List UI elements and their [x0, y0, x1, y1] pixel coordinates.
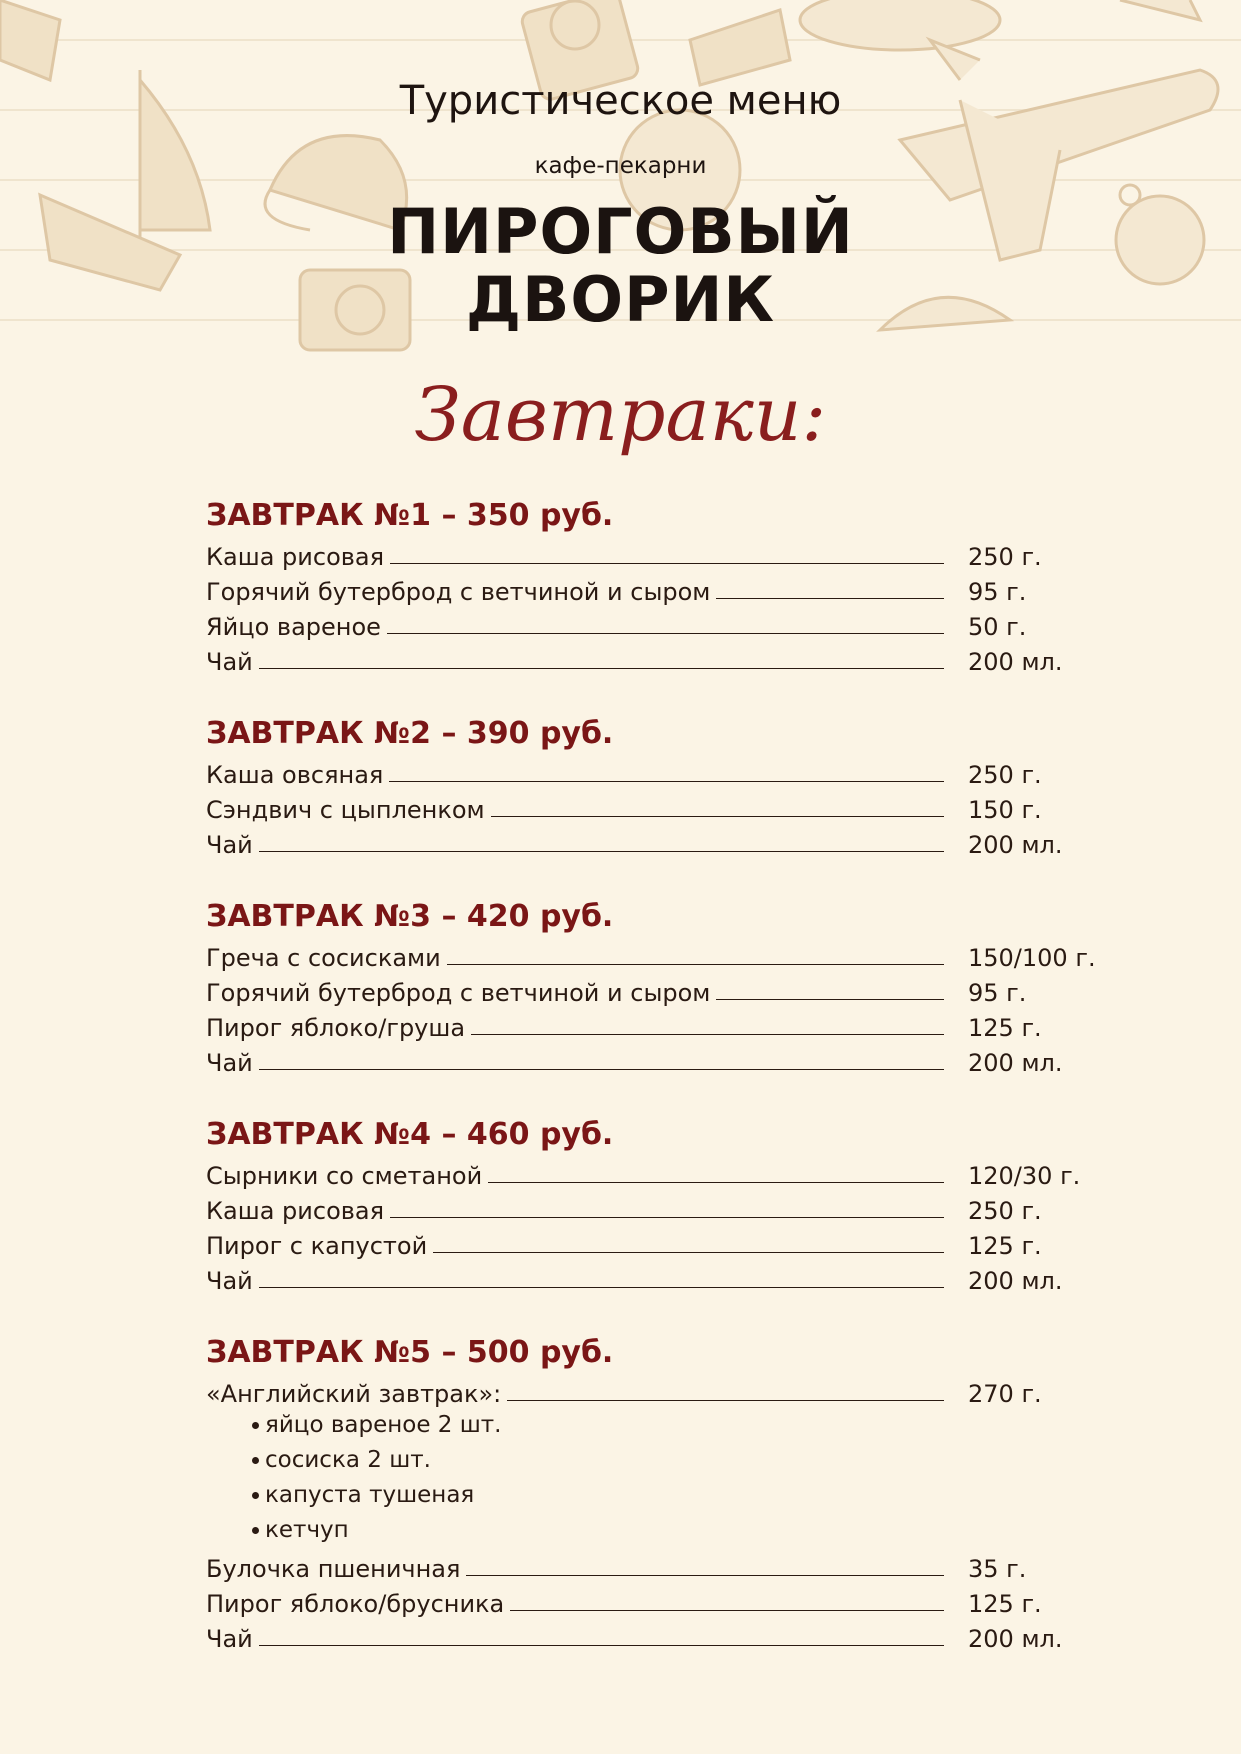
item-name: Сырники со сметаной: [206, 1162, 483, 1190]
breakfast-set: [206, 496, 1106, 676]
menu-item: [206, 824, 1106, 859]
item-name: Чай: [206, 648, 253, 676]
item-quantity: 250 г.: [968, 761, 1042, 789]
menu-item: [206, 606, 1106, 641]
item-quantity: 200 мл.: [968, 831, 1063, 859]
sub-item-label: капуста тушеная: [265, 1482, 475, 1508]
sub-item: [206, 1443, 1106, 1478]
sub-item: [206, 1513, 1106, 1548]
menu-item: [206, 972, 1106, 1007]
menu-title: Туристическое меню: [399, 78, 842, 124]
menu-item: [206, 1583, 1106, 1618]
item-name: Пирог с капустой: [206, 1232, 428, 1260]
bullet-icon: [252, 1492, 259, 1499]
item-quantity: 200 мл.: [968, 1267, 1063, 1295]
dotted-leader: [387, 633, 944, 634]
dotted-leader: [390, 1217, 944, 1218]
dotted-leader: [507, 1400, 944, 1401]
item-name: Каша овсяная: [206, 761, 384, 789]
menu-subtitle: кафе-пекарни: [534, 153, 707, 179]
menu-item: [206, 937, 1106, 972]
menu-item: [206, 1225, 1106, 1260]
menu-item: [206, 1155, 1106, 1190]
item-name: Пирог яблоко/груша: [206, 1014, 466, 1042]
set-title: ЗАВТРАК №5 – 500 руб.: [206, 1335, 614, 1370]
bullet-icon: [252, 1457, 259, 1464]
item-name: Каша рисовая: [206, 543, 385, 571]
dotted-leader: [716, 598, 944, 599]
dotted-leader: [259, 851, 944, 852]
menu-item: [206, 1042, 1106, 1077]
menu-item: [206, 536, 1106, 571]
item-name: «Английский завтрак»:: [206, 1380, 502, 1408]
bullet-icon: [252, 1422, 259, 1429]
breakfast-set: [206, 714, 1106, 859]
dotted-leader: [259, 1069, 944, 1070]
sub-item: [206, 1478, 1106, 1513]
section-title: Завтраки:: [414, 372, 827, 458]
item-quantity: 125 г.: [968, 1014, 1042, 1042]
menu-item: [206, 1190, 1106, 1225]
menu-item: [206, 1007, 1106, 1042]
dotted-leader: [447, 964, 944, 965]
item-name: Чай: [206, 1267, 253, 1295]
sub-item-label: яйцо вареное 2 шт.: [265, 1412, 502, 1438]
item-name: Чай: [206, 1049, 253, 1077]
menu-item: [206, 1373, 1106, 1408]
item-quantity: 150/100 г.: [968, 944, 1096, 972]
menu-item: [206, 1548, 1106, 1583]
item-name: Чай: [206, 1625, 253, 1653]
item-name: Яйцо вареное: [206, 613, 381, 641]
item-name: Горячий бутерброд с ветчиной и сыром: [206, 578, 711, 606]
brand-name: [0, 195, 1241, 336]
item-quantity: 125 г.: [968, 1590, 1042, 1618]
set-title: ЗАВТРАК №3 – 420 руб.: [206, 899, 614, 934]
item-quantity: 270 г.: [968, 1380, 1042, 1408]
dotted-leader: [491, 816, 944, 817]
item-quantity: 95 г.: [968, 979, 1027, 1007]
dotted-leader: [390, 563, 944, 564]
menu-item: [206, 789, 1106, 824]
menu-item: [206, 1260, 1106, 1295]
item-quantity: 200 мл.: [968, 1625, 1063, 1653]
item-quantity: 95 г.: [968, 578, 1027, 606]
item-quantity: 125 г.: [968, 1232, 1042, 1260]
dotted-leader: [471, 1034, 944, 1035]
item-name: Булочка пшеничная: [206, 1555, 461, 1583]
dotted-leader: [259, 1287, 944, 1288]
breakfast-set: [206, 897, 1106, 1077]
menu-item: [206, 1618, 1106, 1653]
menu-item: [206, 571, 1106, 606]
brand-line-2: ДВОРИК: [465, 263, 776, 336]
item-name: Каша рисовая: [206, 1197, 385, 1225]
dotted-leader: [259, 1645, 944, 1646]
dotted-leader: [716, 999, 944, 1000]
item-quantity: 35 г.: [968, 1555, 1027, 1583]
item-quantity: 200 мл.: [968, 648, 1063, 676]
set-title: ЗАВТРАК №1 – 350 руб.: [206, 498, 614, 533]
sub-item: [206, 1408, 1106, 1443]
item-quantity: 250 г.: [968, 543, 1042, 571]
item-name: Пирог яблоко/брусника: [206, 1590, 505, 1618]
breakfast-set: [206, 1333, 1106, 1653]
item-name: Греча с сосисками: [206, 944, 441, 972]
item-name: Горячий бутерброд с ветчиной и сыром: [206, 979, 711, 1007]
item-quantity: 120/30 г.: [968, 1162, 1081, 1190]
item-quantity: 200 мл.: [968, 1049, 1063, 1077]
menu-item: [206, 754, 1106, 789]
sub-item-label: кетчуп: [265, 1517, 349, 1543]
breakfast-menu: [206, 496, 1106, 1691]
item-name: Чай: [206, 831, 253, 859]
brand-line-1: ПИРОГОВЫЙ: [387, 195, 854, 268]
bullet-icon: [252, 1527, 259, 1534]
item-name: Сэндвич с цыпленком: [206, 796, 485, 824]
dotted-leader: [466, 1575, 944, 1576]
set-title: ЗАВТРАК №4 – 460 руб.: [206, 1117, 614, 1152]
dotted-leader: [488, 1182, 944, 1183]
breakfast-set: [206, 1115, 1106, 1295]
item-quantity: 150 г.: [968, 796, 1042, 824]
set-title: ЗАВТРАК №2 – 390 руб.: [206, 716, 614, 751]
menu-item: [206, 641, 1106, 676]
dotted-leader: [259, 668, 944, 669]
dotted-leader: [510, 1610, 944, 1611]
item-quantity: 50 г.: [968, 613, 1027, 641]
dotted-leader: [389, 781, 944, 782]
dotted-leader: [433, 1252, 944, 1253]
sub-item-label: сосиска 2 шт.: [265, 1447, 431, 1473]
item-quantity: 250 г.: [968, 1197, 1042, 1225]
